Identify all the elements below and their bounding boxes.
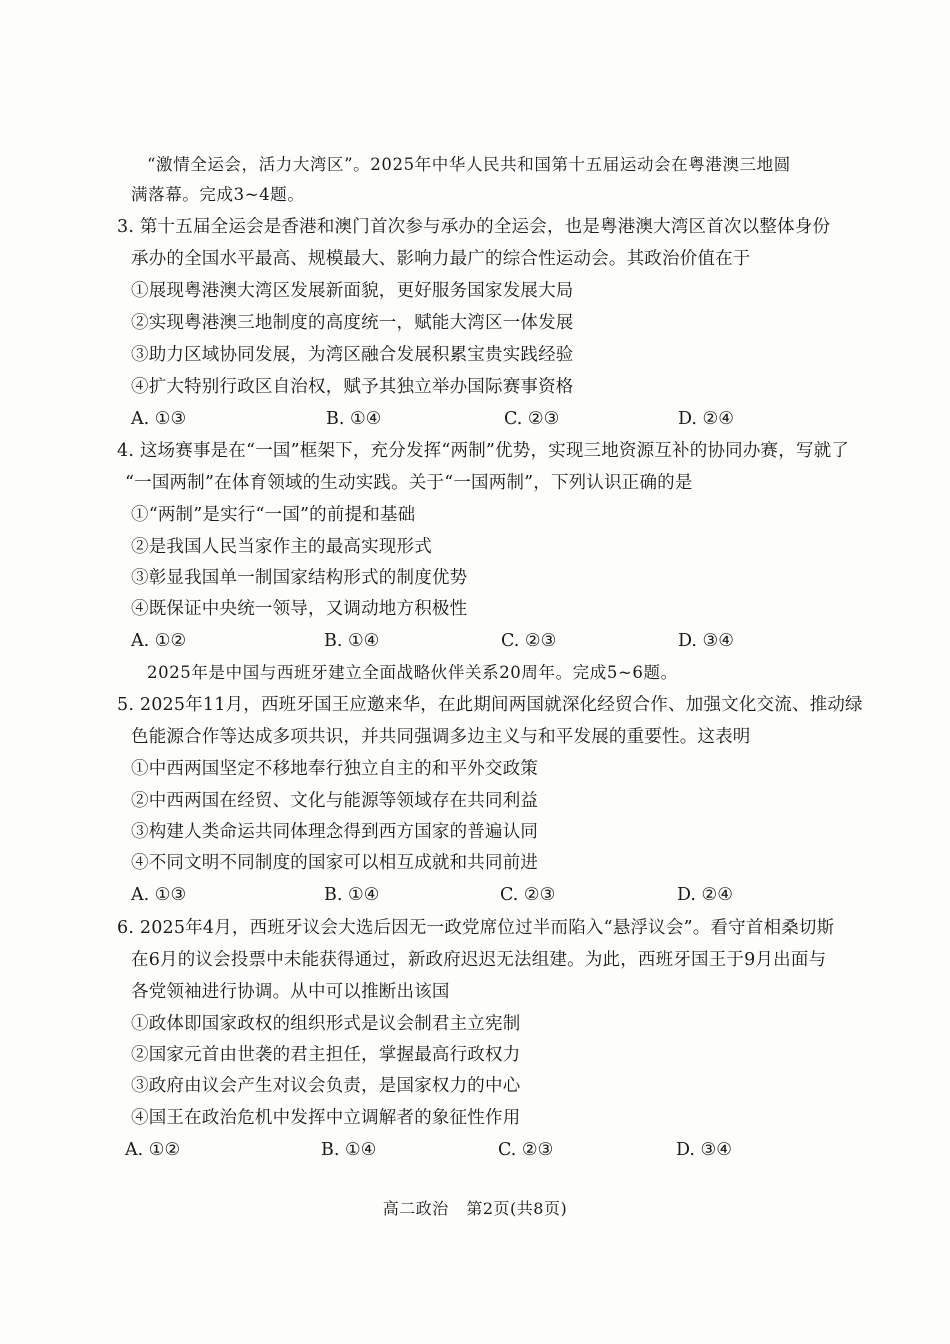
q3-item-1: ①展现粤港澳大湾区发展新面貌，更好服务国家发展大局 — [131, 281, 574, 301]
q6-stem-line1: 6. 2025年4月，西班牙议会大选后因无一政党席位过半而陷入“悬浮议会”。看守首相桑切斯 — [117, 918, 835, 938]
q6-item-4: ④国王在政治危机中发挥中立调解者的象征性作用 — [131, 1108, 521, 1128]
q4-stem-line1: 4. 这场赛事是在“一国”框架下，充分发挥“两制”优势，实现三地资源互补的协同办赛，写就了 — [117, 441, 850, 461]
q4-option-a: A. ①② — [131, 631, 187, 651]
q6-option-a: A. ①② — [125, 1140, 181, 1160]
page-footer — [0, 1197, 950, 1221]
q3-option-a: A. ①③ — [131, 409, 187, 429]
q5-stem-line2: 色能源合作等达成多项共识，并共同强调多边主义与和平发展的重要性。这表明 — [131, 727, 751, 747]
intro-3-4-line2: 满落幕。完成3~4题。 — [131, 185, 305, 204]
q4-option-c: C. ②③ — [501, 631, 557, 651]
q5-stem-line1: 5. 2025年11月，西班牙国王应邀来华，在此期间两国就深化经贸合作、加强文化交流、推动绿 — [117, 695, 863, 715]
q3-item-3: ③助力区域协同发展，为湾区融合发展积累宝贵实践经验 — [131, 345, 574, 365]
q3-option-b: B. ①④ — [326, 409, 382, 429]
q6-item-2: ②国家元首由世袭的君主担任，掌握最高行政权力 — [131, 1045, 521, 1065]
q3-options — [131, 407, 851, 431]
q4-item-2: ②是我国人民当家作主的最高实现形式 — [131, 537, 432, 557]
q3-item-2: ②实现粤港澳三地制度的高度统一，赋能大湾区一体发展 — [131, 313, 574, 333]
q3-stem-line2: 承办的全国水平最高、规模最大、影响力最广的综合性运动会。其政治价值在于 — [131, 249, 751, 269]
q5-item-2: ②中西两国在经贸、文化与能源等领域存在共同利益 — [131, 791, 539, 811]
q4-options — [131, 629, 851, 653]
q5-option-b: B. ①④ — [324, 885, 380, 905]
q4-option-b: B. ①④ — [324, 631, 380, 651]
q5-item-4: ④不同文明不同制度的国家可以相互成就和共同前进 — [131, 853, 539, 873]
q6-option-d: D. ③④ — [676, 1140, 732, 1160]
q5-option-a: A. ①③ — [131, 885, 187, 905]
q6-item-3: ③政府由议会产生对议会负责，是国家权力的中心 — [131, 1076, 521, 1096]
q4-item-1: ①“两制”是实行“一国”的前提和基础 — [131, 505, 416, 525]
q3-option-d: D. ②④ — [678, 409, 734, 429]
q5-options — [131, 883, 851, 907]
footer-page-number: 第2页(共8页) — [466, 1199, 568, 1218]
q6-options — [125, 1138, 845, 1162]
q4-item-4: ④既保证中央统一领导，又调动地方积极性 — [131, 599, 468, 619]
q6-stem-line3: 各党领袖进行协调。从中可以推断出该国 — [131, 982, 450, 1002]
q3-option-c: C. ②③ — [504, 409, 560, 429]
intro-5-6: 2025年是中国与西班牙建立全面战略伙伴关系20周年。完成5~6题。 — [147, 663, 678, 682]
q4-item-3: ③彰显我国单一制国家结构形式的制度优势 — [131, 568, 468, 588]
q6-item-1: ①政体即国家政权的组织形式是议会制君主立宪制 — [131, 1014, 521, 1034]
q5-item-1: ①中西两国坚定不移地奉行独立自主的和平外交政策 — [131, 759, 539, 779]
q5-option-d: D. ②④ — [677, 885, 733, 905]
q5-option-c: C. ②③ — [500, 885, 556, 905]
q3-item-4: ④扩大特别行政区自治权，赋予其独立举办国际赛事资格 — [131, 377, 574, 397]
q4-stem-line2: “一国两制”在体育领域的生动实践。关于“一国两制”，下列认识正确的是 — [125, 473, 693, 493]
q5-item-3: ③构建人类命运共同体理念得到西方国家的普遍认同 — [131, 822, 539, 842]
q6-option-c: C. ②③ — [498, 1140, 554, 1160]
q3-stem-line1: 3. 第十五届全运会是香港和澳门首次参与承办的全运会，也是粤港澳大湾区首次以整体身份 — [117, 217, 831, 237]
q6-option-b: B. ①④ — [321, 1140, 377, 1160]
q6-stem-line2: 在6月的议会投票中未能获得通过，新政府迟迟无法组建。为此，西班牙国王于9月出面与 — [131, 950, 827, 970]
footer-subject: 高二政治 — [382, 1199, 449, 1218]
intro-3-4-line1: “激情全运会，活力大湾区”。2025年中华人民共和国第十五届运动会在粤港澳三地圆 — [147, 155, 791, 174]
q4-option-d: D. ③④ — [678, 631, 734, 651]
